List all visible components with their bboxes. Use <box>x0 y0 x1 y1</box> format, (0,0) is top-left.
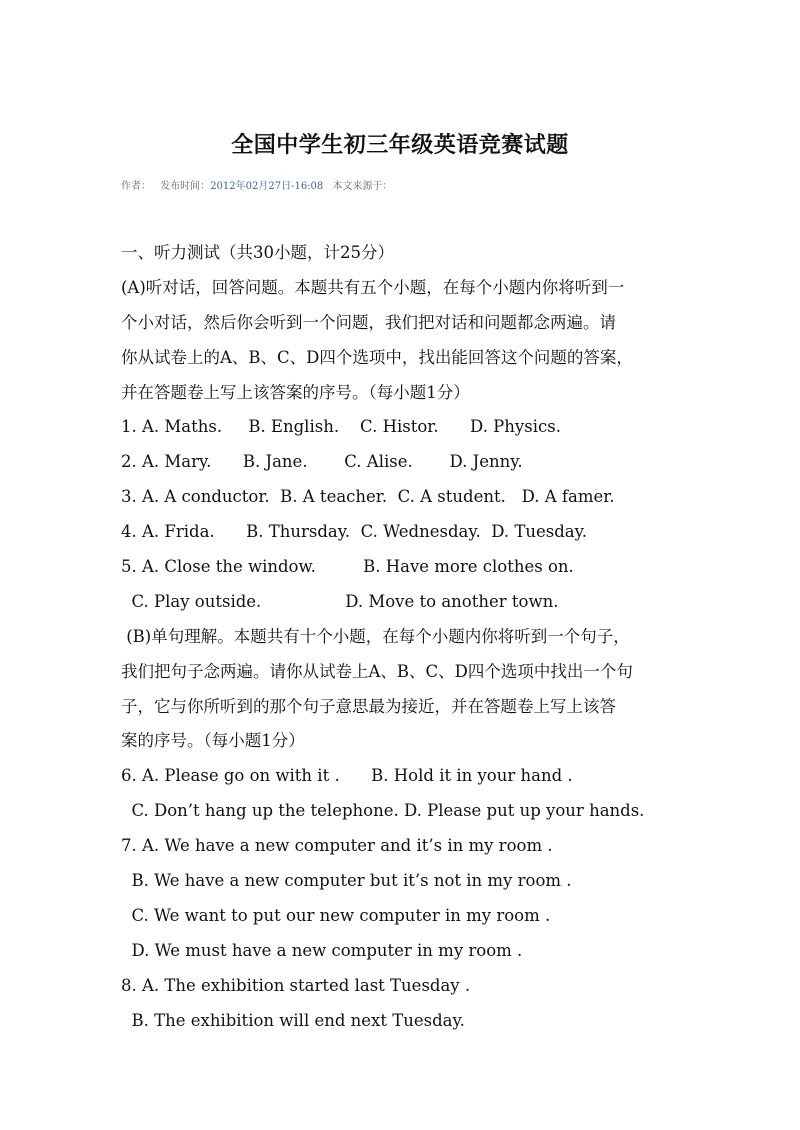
published-label: 发布时间： <box>160 181 211 192</box>
question-line: 1. A. Maths. B. English. C. Histor. D. Physics. <box>121 417 561 437</box>
instruction-line: (B)单句理解。本题共有十个小题，在每个小题内你将听到一个句子， <box>121 626 630 646</box>
document-title: 全国中学生初三年级英语竞赛试题 <box>231 133 569 158</box>
question-line: C. We want to put our new computer in my room . <box>121 905 551 925</box>
question-line: 5. A. Close the window. B. Have more clothes on. <box>121 557 574 577</box>
instruction-line: 并在答题卷上写上该答案的序号。（每小题1分） <box>121 382 470 402</box>
instruction-line: (A)听对话，回答问题。本题共有五个小题，在每个小题内你将听到一 <box>121 277 625 297</box>
question-line: 7. A. We have a new computer and it’s in my room . <box>121 836 553 856</box>
question-line: B. The exhibition will end next Tuesday. <box>121 1010 465 1030</box>
question-line: 4. A. Frida. B. Thursday. C. Wednesday. D. Tuesday. <box>121 522 587 542</box>
published-date: 2012年02月27日-16:08 <box>210 181 324 192</box>
instruction-line: 你从试卷上的A、B、C、D四个选项中，找出能回答这个问题的答案， <box>121 347 633 367</box>
instruction-line: 个小对话，然后你会听到一个问题，我们把对话和问题都念两遍。请 <box>121 312 616 332</box>
question-line: B. We have a new computer but it’s not in my room . <box>121 871 572 891</box>
question-line: 2. A. Mary. B. Jane. C. Alise. D. Jenny. <box>121 452 523 472</box>
question-line: 8. A. The exhibition started last Tuesday . <box>121 975 471 995</box>
question-line: D. We must have a new computer in my room . <box>121 940 523 960</box>
question-line: C. Don’t hang up the telephone. D. Please put up your hands. <box>121 801 645 821</box>
source-label: 本文来源于： <box>332 181 393 192</box>
question-line: 3. A. A conductor. B. A teacher. C. A student. D. A famer. <box>121 487 615 507</box>
instruction-line: 子，它与你所听到的那个句子意思最为接近，并在答题卷上写上该答 <box>121 696 616 716</box>
question-line: 6. A. Please go on with it . B. Hold it in your hand . <box>121 766 573 786</box>
instruction-line: 案的序号。（每小题1分） <box>121 731 305 751</box>
instruction-line: 我们把句子念两遍。请你从试卷上A、B、C、D四个选项中找出一个句 <box>121 661 633 681</box>
document-body <box>121 236 686 1038</box>
section-heading-listening: 一、听力测试（共30小题，计25分） <box>121 243 394 262</box>
author-label: 作者： <box>121 181 151 192</box>
question-line: C. Play outside. D. Move to another town. <box>121 591 559 611</box>
article-meta <box>121 177 392 192</box>
